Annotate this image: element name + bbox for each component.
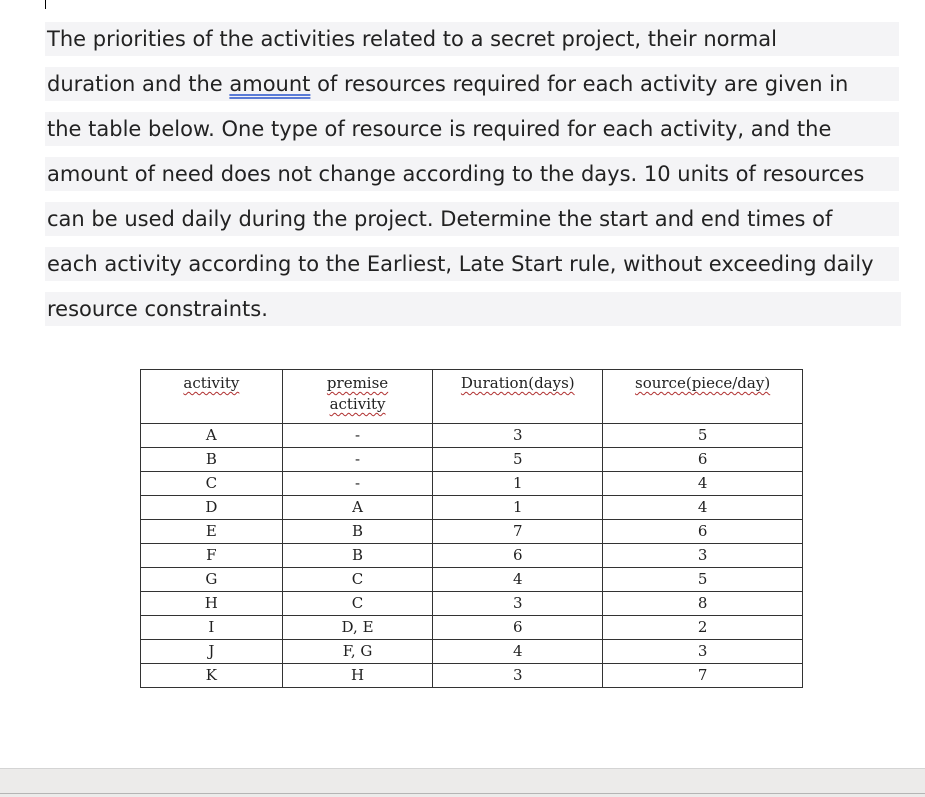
table-row bbox=[141, 520, 803, 544]
header-activity-label: activity bbox=[183, 374, 240, 392]
cell-source: 3 bbox=[603, 544, 803, 568]
cell-premise: F, G bbox=[282, 640, 433, 664]
paragraph-line bbox=[45, 247, 899, 281]
cell-premise: - bbox=[282, 472, 433, 496]
text-cursor bbox=[45, 0, 46, 9]
paragraph-text: The priorities of the activities related to a secret project, their normal bbox=[47, 27, 777, 51]
paragraph-line bbox=[45, 202, 899, 236]
table-row bbox=[141, 568, 803, 592]
cell-premise: A bbox=[282, 496, 433, 520]
table-row bbox=[141, 616, 803, 640]
paragraph-text: of resources required for each activity are given in bbox=[310, 72, 849, 96]
cell-source: 6 bbox=[603, 448, 803, 472]
header-source-label: source(piece/day) bbox=[635, 374, 771, 392]
table-row bbox=[141, 472, 803, 496]
cell-activity: E bbox=[141, 520, 283, 544]
cell-activity: J bbox=[141, 640, 283, 664]
paragraph-text: the table below. One type of resource is required for each activity, and the bbox=[47, 117, 832, 141]
cell-activity: H bbox=[141, 592, 283, 616]
cell-activity: C bbox=[141, 472, 283, 496]
table-row bbox=[141, 496, 803, 520]
cell-premise: C bbox=[282, 592, 433, 616]
cell-activity: F bbox=[141, 544, 283, 568]
cell-source: 5 bbox=[603, 568, 803, 592]
cell-activity: A bbox=[141, 424, 283, 448]
header-duration bbox=[433, 370, 603, 424]
cell-duration: 3 bbox=[433, 424, 603, 448]
cell-source: 6 bbox=[603, 520, 803, 544]
paragraph-line bbox=[45, 67, 899, 101]
table-header-row bbox=[141, 370, 803, 424]
cell-premise: D, E bbox=[282, 616, 433, 640]
cell-duration: 1 bbox=[433, 472, 603, 496]
header-premise-label-2: activity bbox=[329, 395, 386, 413]
cell-activity: B bbox=[141, 448, 283, 472]
status-bar-divider bbox=[0, 793, 925, 794]
cell-activity: I bbox=[141, 616, 283, 640]
table-row bbox=[141, 640, 803, 664]
header-duration-label: Duration(days) bbox=[460, 374, 575, 392]
cell-duration: 7 bbox=[433, 520, 603, 544]
cell-duration: 4 bbox=[433, 568, 603, 592]
paragraph-text: each activity according to the Earliest, Late Start rule, without exceeding daily bbox=[47, 252, 874, 276]
cell-source: 3 bbox=[603, 640, 803, 664]
cell-premise: C bbox=[282, 568, 433, 592]
paragraph-text: amount of need does not change according to the days. 10 units of resources bbox=[47, 162, 865, 186]
cell-premise: B bbox=[282, 520, 433, 544]
table-row bbox=[141, 424, 803, 448]
paragraph-line bbox=[45, 292, 901, 326]
cell-source: 2 bbox=[603, 616, 803, 640]
cell-source: 5 bbox=[603, 424, 803, 448]
cell-activity: K bbox=[141, 664, 283, 688]
table-row bbox=[141, 592, 803, 616]
cell-source: 8 bbox=[603, 592, 803, 616]
paragraph-text: duration and the bbox=[47, 72, 230, 96]
header-premise-label: premise bbox=[326, 374, 389, 392]
cell-premise: - bbox=[282, 424, 433, 448]
grammar-flagged-word[interactable]: amount bbox=[229, 72, 311, 96]
cell-source: 4 bbox=[603, 472, 803, 496]
cell-duration: 1 bbox=[433, 496, 603, 520]
cell-source: 4 bbox=[603, 496, 803, 520]
paragraph-text: can be used daily during the project. Determine the start and end times of bbox=[47, 207, 833, 231]
paragraph-line bbox=[45, 112, 899, 146]
paragraph-line bbox=[45, 157, 899, 191]
table-row bbox=[141, 544, 803, 568]
activity-table bbox=[140, 369, 803, 688]
cell-duration: 3 bbox=[433, 664, 603, 688]
cell-premise: H bbox=[282, 664, 433, 688]
table-row bbox=[141, 664, 803, 688]
header-premise-activity bbox=[282, 370, 433, 424]
paragraph-line bbox=[45, 22, 899, 56]
cell-activity: G bbox=[141, 568, 283, 592]
header-source bbox=[603, 370, 803, 424]
header-activity bbox=[141, 370, 283, 424]
cell-duration: 6 bbox=[433, 616, 603, 640]
cell-source: 7 bbox=[603, 664, 803, 688]
cell-duration: 6 bbox=[433, 544, 603, 568]
cell-duration: 5 bbox=[433, 448, 603, 472]
cell-premise: - bbox=[282, 448, 433, 472]
cell-duration: 3 bbox=[433, 592, 603, 616]
cell-duration: 4 bbox=[433, 640, 603, 664]
question-paragraph bbox=[45, 22, 899, 337]
paragraph-text: resource constraints. bbox=[47, 297, 268, 321]
table-row bbox=[141, 448, 803, 472]
cell-activity: D bbox=[141, 496, 283, 520]
cell-premise: B bbox=[282, 544, 433, 568]
